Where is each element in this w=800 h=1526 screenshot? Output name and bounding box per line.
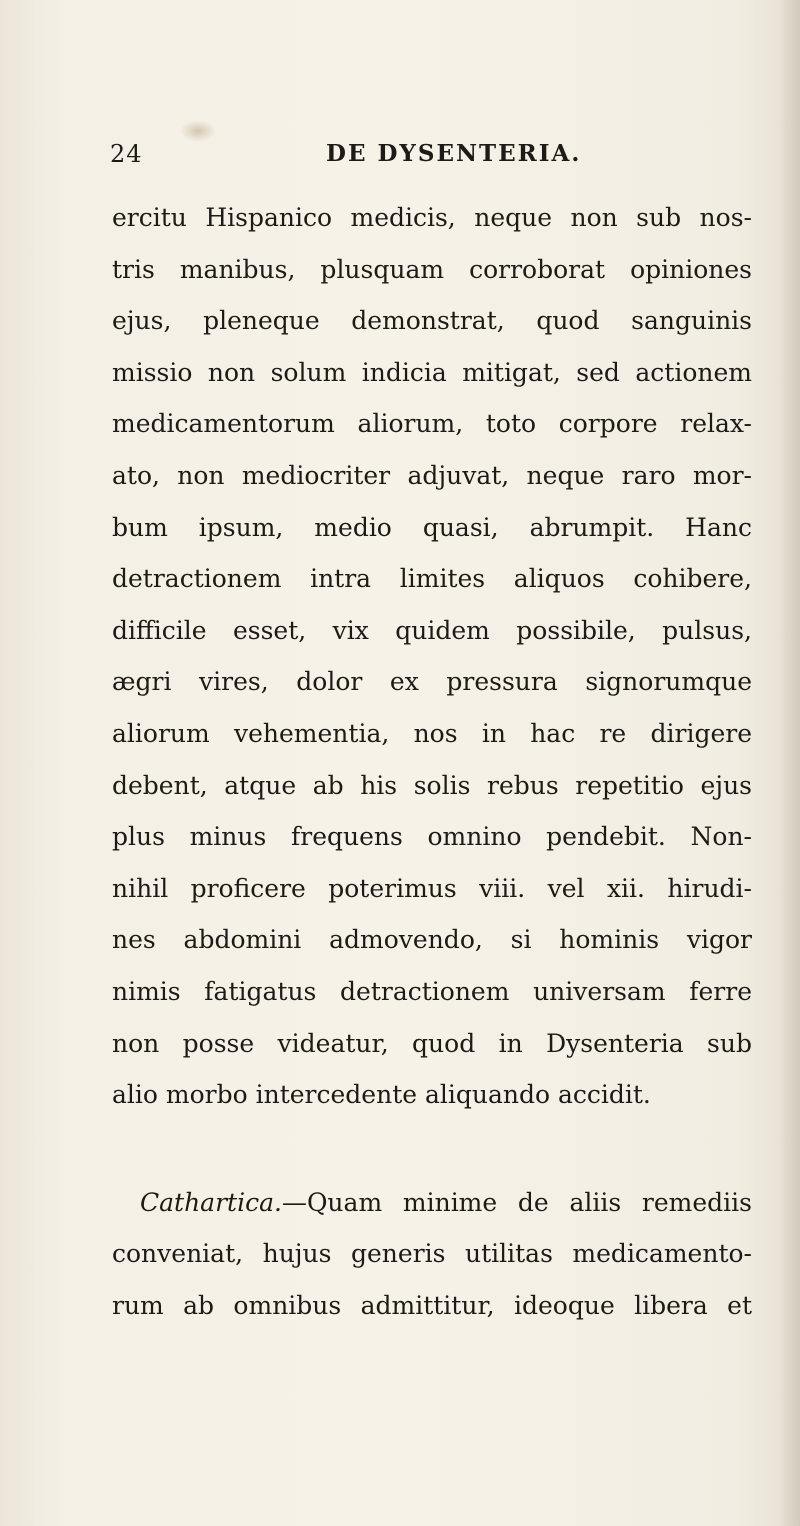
text-line: debent, atque ab his solis rebus repetitio ejus — [112, 770, 752, 800]
text-line: ato, non mediocriter adjuvat, neque raro mor- — [112, 460, 752, 490]
text-line — [112, 1177, 752, 1229]
paragraph-1 — [112, 192, 752, 1121]
text-line: ejus, pleneque demonstrat, quod sanguinis — [112, 306, 752, 336]
text-line: bum ipsum, medio quasi, abrumpit. Hanc — [112, 512, 752, 542]
text-line: ægri vires, dolor ex pressura signorumque — [112, 667, 752, 697]
running-head: DE DYSENTERIA. — [326, 140, 582, 167]
text-line: medicamentorum aliorum, toto corpore relax- — [112, 409, 752, 439]
text-line: alio morbo intercedente aliquando accidit. — [112, 1080, 651, 1110]
ink-smudge — [180, 120, 216, 142]
text-line: non posse videatur, quod in Dysenteria sub — [112, 1028, 752, 1058]
text-line: nes abdomini admovendo, si hominis vigor — [112, 925, 752, 955]
paragraph-2 — [112, 1177, 752, 1332]
text-line: missio non solum indicia mitigat, sed actionem — [112, 357, 752, 387]
section-heading: Cathartica. — [140, 1187, 282, 1217]
page-edge-shadow — [778, 0, 800, 1526]
text-line: rum ab omnibus admittitur, ideoque libera et — [112, 1290, 752, 1320]
text-line: nimis fatigatus detractionem universam ferre — [112, 976, 752, 1006]
text-line: conveniat, hujus generis utilitas medicamento- — [112, 1239, 752, 1269]
text-line: plus minus frequens omnino pendebit. Non- — [112, 822, 752, 852]
text-line: tris manibus, plusquam corroborat opiniones — [112, 254, 752, 284]
paragraph-gap — [112, 1121, 752, 1177]
text-line: aliorum vehementia, nos in hac re dirigere — [112, 718, 752, 748]
text-line: difficile esset, vix quidem possibile, pulsus, — [112, 615, 752, 645]
page-header — [110, 140, 750, 180]
page-number: 24 — [110, 140, 143, 168]
text-line: detractionem intra limites aliquos cohibere, — [112, 564, 752, 594]
heading-continuation: —Quam minime de aliis remediis — [281, 1187, 752, 1217]
body-text — [112, 192, 752, 1331]
text-line: nihil proficere poterimus viii. vel xii. hirudi- — [112, 873, 752, 903]
text-line: ercitu Hispanico medicis, neque non sub nos- — [112, 203, 752, 232]
